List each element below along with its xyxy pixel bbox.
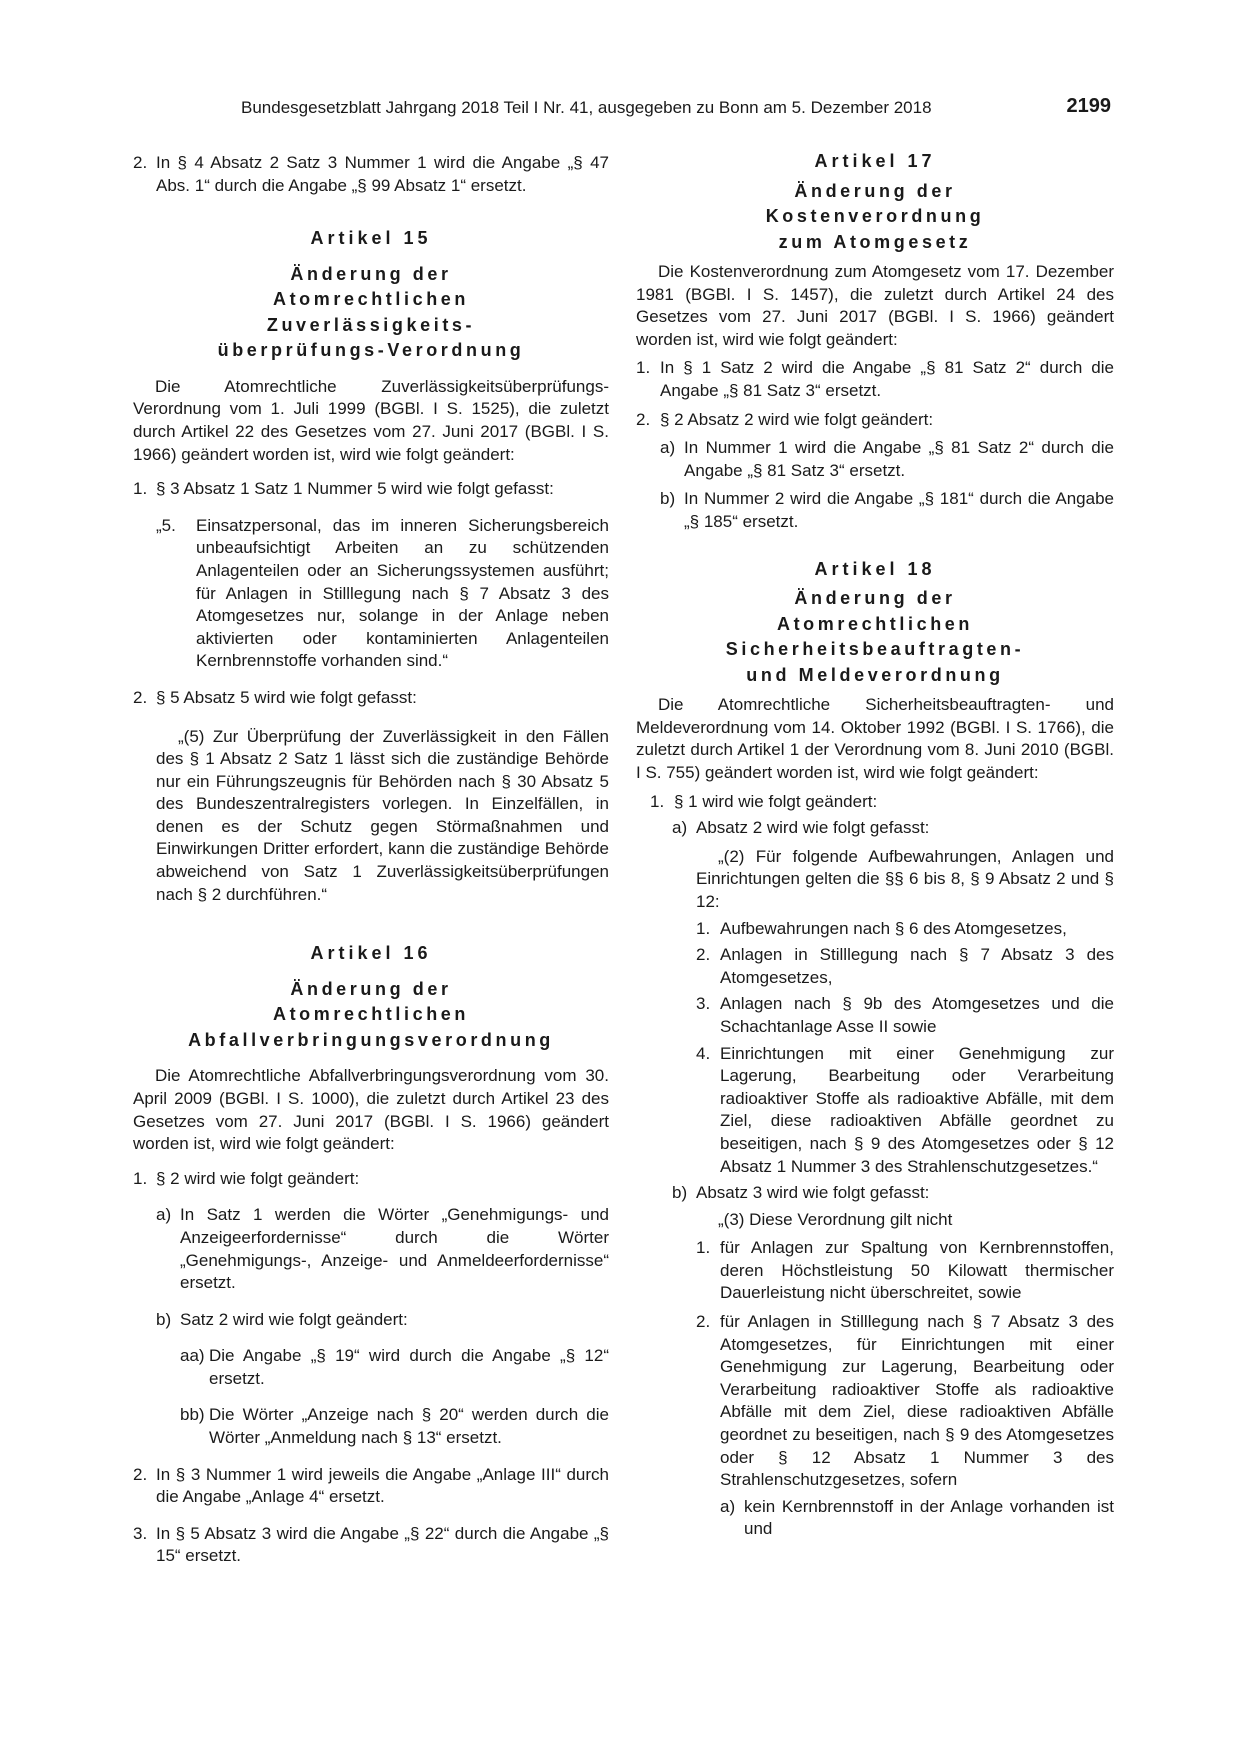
list-item <box>636 1496 1114 1541</box>
article-16-heading: Artikel 16 <box>310 943 432 964</box>
title-line: und Meldeverordnung <box>746 664 1004 685</box>
right-column <box>636 152 1114 1541</box>
item-label: 3. <box>133 1523 148 1543</box>
item-text: Die Angabe „§ 19“ wird durch die Angabe „§ 12“ ersetzt. <box>209 1346 609 1388</box>
item-text: § 2 wird wie folgt geändert: <box>156 1168 360 1188</box>
item-text: § 1 wird wie folgt geändert: <box>674 791 878 811</box>
title-line: überprüfungs-Verordnung <box>217 340 525 361</box>
item-text: für Anlagen in Stilllegung nach § 7 Absatz 3 des Atomgesetzes, für Einrichtungen mit einer Genehmigung zur Lagerung, Bearbeitung oder Verarbeitung radioaktiver Stoffe als radioaktive Abfälle mit dem Ziel, diese radioaktiven Abfälle geordnet zu beseitigen, nach § 9 des Atomgesetzes oder § 12 Absatz 1 Nummer 3 des Strahlenschutzgesetzes, sofern <box>720 1312 1114 1490</box>
quoted-paragraph: „(2) Für folgende Aufbewahrungen, Anlagen und Einrichtungen gelten die §§ 6 bis 8, § 9 Absatz 2 und § 12: <box>696 846 1114 911</box>
title-line: Atomrechtlichen <box>272 289 470 310</box>
list-item <box>133 1309 609 1332</box>
item-label: 1. <box>696 918 711 938</box>
item-label: 2. <box>133 687 148 707</box>
item-text: In § 1 Satz 2 wird die Angabe „§ 81 Satz 2“ durch die Angabe „§ 81 Satz 3“ ersetzt. <box>660 358 1114 401</box>
article-15-intro: Die Atomrechtliche Zuverlässigkeitsüberprüfungs-Verordnung vom 1. Juli 1999 (BGBl. I S. 1525), die zuletzt durch Artikel 22 des Gesetzes vom 27. Juni 2017 (BGBl. I S. 1966) geändert worden ist, wird wie folgt geändert: <box>133 376 609 464</box>
list-item <box>133 478 609 501</box>
item-text: Anlagen nach § 9b des Atomgesetzes und die Schachtanlage Asse II sowie <box>720 994 1114 1036</box>
item-text: § 3 Absatz 1 Satz 1 Nummer 5 wird wie folgt gefasst: <box>156 479 554 499</box>
item-text: In § 3 Nummer 1 wird jeweils die Angabe „Anlage III“ durch die Angabe „Anlage 4“ ersetzt. <box>156 1464 609 1507</box>
item-label: 1. <box>133 479 148 499</box>
list-item <box>133 152 609 197</box>
quoted-paragraph: „(3) Diese Verordnung gilt nicht <box>718 1209 953 1229</box>
item-label: 3. <box>696 994 711 1014</box>
item-label: bb) <box>180 1405 205 1425</box>
article-18-title <box>636 586 1114 688</box>
title-line: Abfallverbringungsverordnung <box>188 1029 554 1050</box>
title-line: zum Atomgesetz <box>778 231 972 252</box>
list-item <box>636 1311 1114 1492</box>
list-item <box>636 918 1114 941</box>
title-line: Änderung der <box>290 978 452 999</box>
item-label: 2. <box>133 153 148 172</box>
article-16-title <box>133 977 609 1054</box>
article-18-heading: Artikel 18 <box>814 558 936 579</box>
item-label: 2. <box>696 1312 711 1332</box>
title-line: Kostenverordnung <box>765 206 985 227</box>
list-item <box>133 1168 609 1191</box>
running-header <box>241 95 1111 128</box>
page-number: 2199 <box>1066 95 1111 117</box>
list-item <box>636 488 1114 533</box>
item-text: Absatz 3 wird wie folgt gefasst: <box>696 1183 930 1203</box>
item-label: 2. <box>636 409 651 429</box>
item-text: Satz 2 wird wie folgt geändert: <box>180 1309 408 1329</box>
item-label: b) <box>660 489 676 509</box>
article-17-heading: Artikel 17 <box>814 151 936 171</box>
item-text: Aufbewahrungen nach § 6 des Atomgesetzes, <box>720 918 1067 938</box>
item-text: In Satz 1 werden die Wörter „Genehmigungs- und Anzeigeerfordernisse“ durch die Wörter „Genehmigungs-, Anzeige- und Anmeldeerfordernisse“ ersetzt. <box>180 1205 609 1293</box>
list-item <box>636 944 1114 989</box>
item-label: 1. <box>133 1168 148 1188</box>
item-label: 1. <box>636 358 651 378</box>
title-line: Änderung der <box>290 263 452 284</box>
item-label: b) <box>156 1309 172 1329</box>
list-item <box>133 687 609 710</box>
header-text: Bundesgesetzblatt Jahrgang 2018 Teil I Nr. 41, ausgegeben zu Bonn am 5. Dezember 2018 <box>241 98 932 117</box>
list-item <box>133 1523 609 1568</box>
article-16-intro: Die Atomrechtliche Abfallverbringungsverordnung vom 30. April 2009 (BGBl. I S. 1000), die zuletzt durch Artikel 23 des Gesetzes vom 27. Juni 2017 (BGBl. I S. 1966) geändert worden ist, wird wie folgt geändert: <box>133 1066 609 1154</box>
item-label: „5. <box>156 515 176 535</box>
list-item <box>133 1404 609 1449</box>
title-line: Sicherheitsbeauftragten- <box>725 639 1025 660</box>
article-17-title <box>636 179 1114 256</box>
item-text: Absatz 2 wird wie folgt gefasst: <box>696 818 930 838</box>
list-item <box>636 409 1114 432</box>
item-label: a) <box>660 438 676 458</box>
list-item <box>636 437 1114 482</box>
item-label: b) <box>672 1183 688 1203</box>
list-item <box>636 791 1114 814</box>
item-text: Anlagen in Stilllegung nach § 7 Absatz 3 des Atomgesetzes, <box>720 945 1114 987</box>
item-text: In Nummer 1 wird die Angabe „§ 81 Satz 2“ durch die Angabe „§ 81 Satz 3“ ersetzt. <box>684 438 1114 480</box>
list-item <box>636 1043 1114 1179</box>
list-item <box>636 817 1114 840</box>
item-label: 2. <box>133 1464 148 1484</box>
item-label: a) <box>672 818 688 838</box>
item-label: 2. <box>696 945 711 965</box>
item-text: kein Kernbrennstoff in der Anlage vorhanden ist und <box>744 1496 1114 1539</box>
article-15-title <box>133 262 609 364</box>
item-text: § 2 Absatz 2 wird wie folgt geändert: <box>660 409 934 429</box>
item-text: Einrichtungen mit einer Genehmigung zur Lagerung, Bearbeitung oder Verarbeitung radioaktiver Stoffe als radioaktive Abfälle, mit dem Ziel, diese radioaktiven Abfälle geordnet zu beseitigen, nach § 9 des Atomgesetzes oder § 12 Absatz 1 Nummer 3 des Strahlenschutzgesetzes.“ <box>720 1043 1114 1176</box>
article-15-heading: Artikel 15 <box>310 228 432 249</box>
list-item <box>133 1204 609 1294</box>
item-text: In Nummer 2 wird die Angabe „§ 181“ durch die Angabe „§ 185“ ersetzt. <box>684 489 1114 532</box>
list-item <box>636 1182 1114 1205</box>
item-label: a) <box>156 1205 172 1225</box>
quoted-paragraph: „(5) Zur Überprüfung der Zuverlässigkeit in den Fällen des § 1 Absatz 2 Satz 1 lässt sich die zuständige Behörde nur ein Führungszeugnis für Behörden nach § 30 Absatz 5 des Bundeszentralregisters vorlegen. In Einzelfällen, in denen es der Schutz gegen Störmaßnahmen und Einwirkungen Dritter erfordert, kann die zuständige Behörde abweichend von Satz 1 Zuverlässigkeitsüberprüfungen nach § 2 durchführen.“ <box>156 726 609 904</box>
title-line: Änderung der <box>794 180 956 201</box>
list-item <box>636 1237 1114 1305</box>
item-label: 1. <box>696 1238 711 1258</box>
item-text: Einsatzpersonal, das im inneren Sicherungsbereich unbeaufsichtigt Arbeiten an zu schützenden Anlagenteilen oder an Sicherungssystemen ausführt; für Anlagen in Stilllegung nach § 7 Absatz 3 des Atomgesetzes nur, solange in der Anlage neben aktivierten oder kontaminierten Anlagenteilen Kernbrennstoffe vorhanden sind.“ <box>196 515 609 671</box>
item-text: § 5 Absatz 5 wird wie folgt gefasst: <box>156 687 417 707</box>
title-line: Atomrechtlichen <box>272 1004 470 1025</box>
item-text: Die Wörter „Anzeige nach § 20“ werden durch die Wörter „Anmeldung nach § 13“ ersetzt. <box>209 1405 609 1448</box>
item-text: für Anlagen zur Spaltung von Kernbrennstoffen, deren Höchstleistung 50 Kilowatt thermischer Dauerleistung nicht überschreitet, sowie <box>720 1238 1114 1303</box>
item-label: aa) <box>180 1346 205 1366</box>
item-label: a) <box>720 1496 736 1516</box>
title-line: Atomrechtlichen <box>776 613 974 634</box>
left-column <box>133 152 609 1568</box>
list-item <box>636 357 1114 402</box>
list-item <box>133 1345 609 1390</box>
quoted-item <box>133 515 609 673</box>
list-item <box>133 1464 609 1509</box>
article-17-intro: Die Kostenverordnung zum Atomgesetz vom 17. Dezember 1981 (BGBl. I S. 1457), die zuletzt durch Artikel 24 des Gesetzes vom 27. Juni 2017 (BGBl. I S. 1966) geändert worden ist, wird wie folgt geändert: <box>636 262 1114 349</box>
list-item <box>636 993 1114 1038</box>
title-line: Änderung der <box>794 588 956 609</box>
item-text: In § 4 Absatz 2 Satz 3 Nummer 1 wird die Angabe „§ 47 Abs. 1“ durch die Angabe „§ 99 Absatz 1“ ersetzt. <box>156 153 609 195</box>
item-label: 4. <box>696 1043 711 1063</box>
article-18-intro: Die Atomrechtliche Sicherheitsbeauftragten- und Meldeverordnung vom 14. Oktober 1992 (BGBl. I S. 1766), die zuletzt durch Artikel 1 der Verordnung vom 8. Juni 2010 (BGBl. I S. 755) geändert worden ist, wird wie folgt geändert: <box>636 695 1114 782</box>
title-line: Zuverlässigkeits- <box>266 314 476 335</box>
item-label: 1. <box>650 791 665 811</box>
item-text: In § 5 Absatz 3 wird die Angabe „§ 22“ durch die Angabe „§ 15“ ersetzt. <box>156 1523 609 1566</box>
